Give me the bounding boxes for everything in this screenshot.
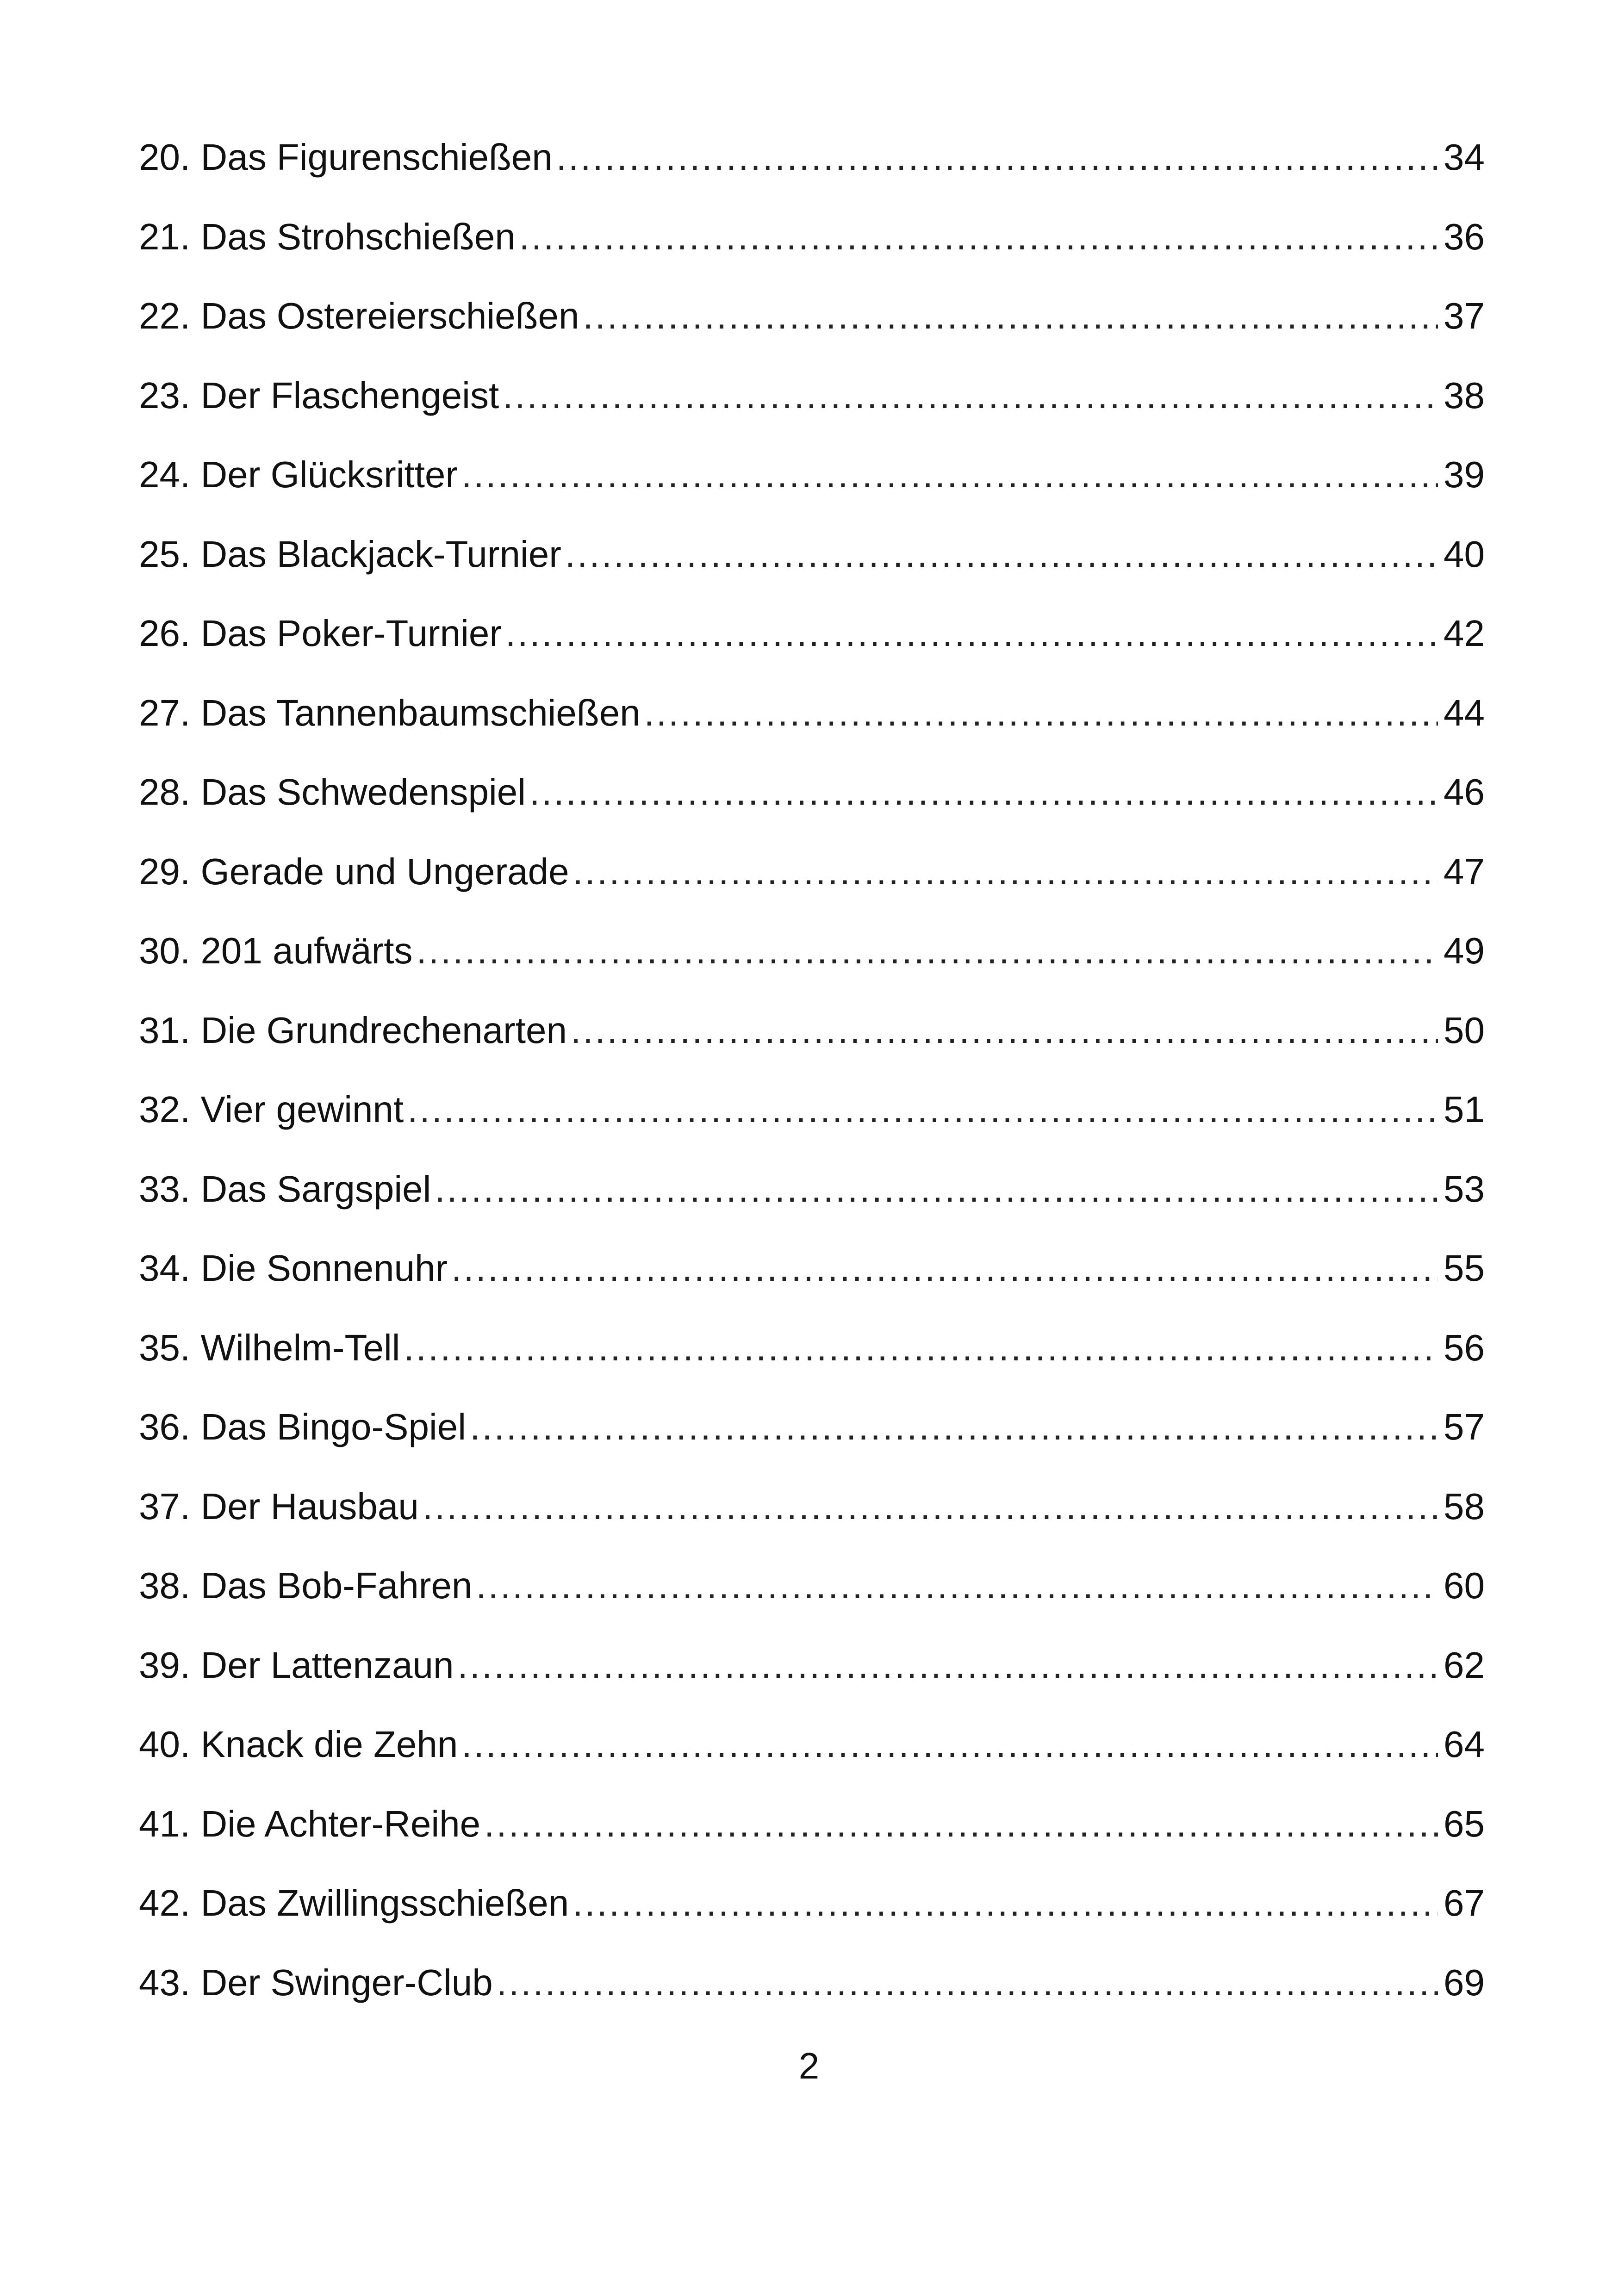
toc-entry-title: 33. Das Sargspiel (139, 1168, 431, 1210)
toc-dot-leader (416, 928, 1438, 974)
toc-entry-page-number: 50 (1444, 1009, 1485, 1051)
toc-entry-title: 20. Das Figurenschießen (139, 137, 553, 178)
toc-dot-leader (503, 372, 1438, 419)
toc-entry (139, 1245, 1485, 1325)
toc-entry (139, 1642, 1485, 1722)
toc-entry (139, 928, 1485, 1007)
toc-dot-leader (497, 1960, 1438, 2006)
toc-entry (139, 1166, 1485, 1246)
toc-entry-page-number: 69 (1444, 1961, 1485, 2003)
toc-entry (139, 1721, 1485, 1801)
toc-entry-title: 41. Die Achter-Reihe (139, 1803, 481, 1844)
toc-entry-page-number: 62 (1444, 1644, 1485, 1686)
toc-entry-title: 26. Das Poker-Turnier (139, 613, 502, 654)
toc-entry-title: 43. Der Swinger-Club (139, 1961, 493, 2003)
toc-entry (139, 769, 1485, 849)
toc-entry-page-number: 34 (1444, 137, 1485, 178)
toc-entry (139, 1960, 1485, 2039)
toc-entry-title: 29. Gerade und Ungerade (139, 850, 569, 892)
toc-dot-leader (435, 1166, 1438, 1212)
page-number: 2 (798, 2045, 820, 2086)
toc-dot-leader (571, 1007, 1438, 1054)
toc-dot-leader (573, 1880, 1438, 1926)
toc-entry-page-number: 60 (1444, 1565, 1485, 1606)
toc-entry-title: 31. Die Grundrechenarten (139, 1009, 567, 1051)
toc-entry-page-number: 47 (1444, 850, 1485, 892)
toc-entry-title: 37. Der Hausbau (139, 1485, 419, 1527)
toc-entry-page-number: 39 (1444, 454, 1485, 495)
toc-entry-title: 38. Das Bob-Fahren (139, 1565, 473, 1606)
toc-entry-title: 23. Der Flaschengeist (139, 374, 499, 416)
toc-entry-title: 21. Das Strohschießen (139, 216, 516, 257)
toc-entry-title: 39. Der Lattenzaun (139, 1644, 454, 1686)
toc-dot-leader (457, 1642, 1438, 1688)
toc-entry-title: 35. Wilhelm-Tell (139, 1327, 400, 1368)
toc-entry-page-number: 49 (1444, 930, 1485, 971)
toc-dot-leader (644, 690, 1438, 736)
toc-entry-page-number: 64 (1444, 1724, 1485, 1765)
toc-entry (139, 1483, 1485, 1563)
toc-entry-title: 27. Das Tannenbaumschießen (139, 692, 641, 733)
toc-entry (139, 610, 1485, 690)
toc-dot-leader (484, 1801, 1438, 1847)
toc-entry-page-number: 56 (1444, 1327, 1485, 1368)
toc-dot-leader (407, 1086, 1438, 1133)
toc-entry-page-number: 36 (1444, 216, 1485, 257)
toc-entry-title: 30. 201 aufwärts (139, 930, 413, 971)
toc-entry-title: 36. Das Bingo-Spiel (139, 1406, 467, 1447)
toc-entry-title: 42. Das Zwillingsschießen (139, 1882, 569, 1924)
toc-dot-leader (583, 293, 1438, 339)
toc-entry (139, 1325, 1485, 1404)
toc-entry-title: 22. Das Ostereierschießen (139, 295, 579, 336)
toc-dot-leader (461, 452, 1438, 498)
toc-entry (139, 1086, 1485, 1166)
toc-entry (139, 452, 1485, 531)
toc-dot-leader (565, 531, 1438, 577)
toc-entry (139, 293, 1485, 372)
toc-entry (139, 1880, 1485, 1960)
toc-entry-page-number: 37 (1444, 295, 1485, 336)
toc-entry-page-number: 65 (1444, 1803, 1485, 1844)
toc-entry-title: 34. Die Sonnenuhr (139, 1247, 448, 1289)
toc-dot-leader (461, 1721, 1438, 1768)
toc-entry-title: 25. Das Blackjack-Turnier (139, 533, 561, 575)
toc-entry (139, 690, 1485, 769)
toc-entry (139, 849, 1485, 928)
toc-entry-page-number: 42 (1444, 613, 1485, 654)
toc-entry (139, 372, 1485, 452)
toc-entry (139, 1007, 1485, 1087)
toc-entry (139, 1801, 1485, 1880)
toc-entry (139, 1563, 1485, 1642)
toc-entry-page-number: 38 (1444, 374, 1485, 416)
toc-entry (139, 1404, 1485, 1483)
toc-dot-leader (556, 134, 1438, 180)
toc-dot-leader (476, 1563, 1438, 1609)
toc-dot-leader (505, 610, 1438, 657)
toc-entry-page-number: 40 (1444, 533, 1485, 575)
toc-dot-leader (470, 1404, 1438, 1450)
toc-entry-page-number: 44 (1444, 692, 1485, 733)
toc-dot-leader (529, 769, 1438, 815)
toc-entry-page-number: 57 (1444, 1406, 1485, 1447)
toc-entry-page-number: 51 (1444, 1089, 1485, 1130)
toc-entry-title: 32. Vier gewinnt (139, 1089, 404, 1130)
toc-entry-page-number: 53 (1444, 1168, 1485, 1210)
toc-entry-title: 40. Knack die Zehn (139, 1724, 458, 1765)
toc-entry (139, 134, 1485, 214)
toc-dot-leader (519, 214, 1438, 260)
toc-entry-page-number: 55 (1444, 1247, 1485, 1289)
toc-entry-page-number: 46 (1444, 771, 1485, 813)
table-of-contents (139, 134, 1485, 2039)
toc-entry (139, 531, 1485, 611)
toc-dot-leader (404, 1325, 1438, 1371)
toc-entry (139, 214, 1485, 293)
toc-dot-leader (423, 1483, 1438, 1530)
toc-entry-page-number: 67 (1444, 1882, 1485, 1924)
toc-entry-title: 24. Der Glücksritter (139, 454, 458, 495)
toc-dot-leader (573, 849, 1438, 895)
toc-entry-page-number: 58 (1444, 1485, 1485, 1527)
toc-dot-leader (451, 1245, 1438, 1291)
toc-entry-title: 28. Das Schwedenspiel (139, 771, 526, 813)
